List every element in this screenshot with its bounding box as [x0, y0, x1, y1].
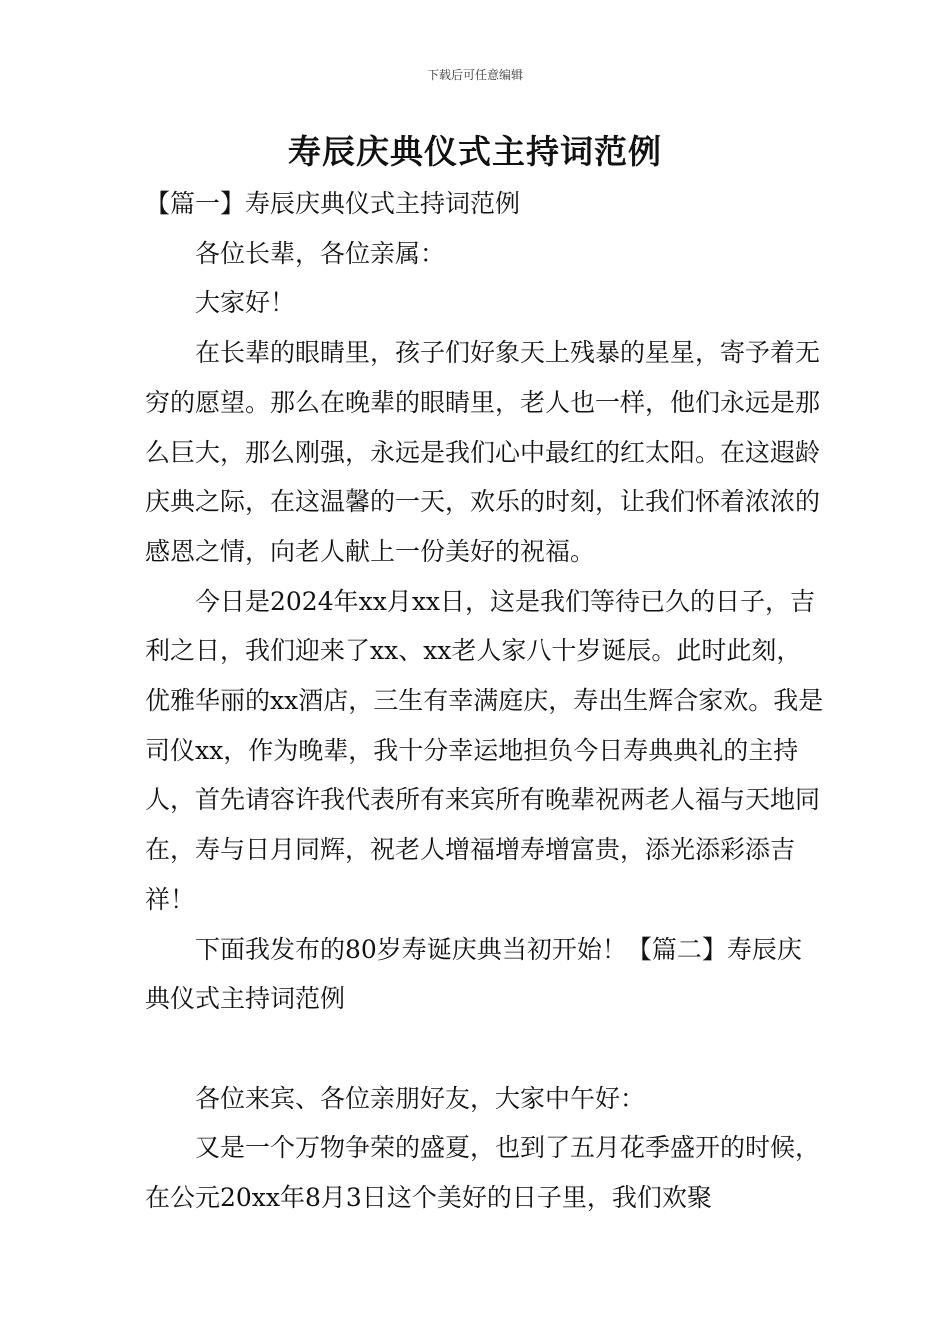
section-heading: 【篇一】寿辰庆典仪式主持词范例	[145, 189, 521, 218]
paragraph: 今日是2024年xx月xx日，这是我们等待已久的日子，吉利之日，我们迎来了xx、xx老人家八十岁诞辰。此时此刻，优雅华丽的xx酒店，三生有幸满庭庆，寿出生辉合家欢。我是司仪xx，作为晚辈，我十分幸运地担负今日寿典典礼的主持人，首先请容许我代表所有来宾所有晚辈祝两老人福与天地同在，寿与日月同辉，祝老人增福增寿增富贵，添光添彩添吉祥！	[145, 586, 824, 914]
document-body	[145, 179, 825, 1223]
paragraph-salutation: 各位长辈，各位亲属：	[195, 238, 446, 268]
header-note: 下载后可任意编辑	[426, 68, 523, 82]
paragraph-greeting: 大家好！	[195, 288, 296, 318]
paragraph-salutation: 各位来宾、各位亲朋好友，大家中午好：	[195, 1083, 646, 1113]
document-title: 寿辰庆典仪式主持词范例	[288, 132, 662, 171]
blank-line	[145, 1024, 825, 1074]
paragraph: 在长辈的眼睛里，孩子们好象天上残暴的星星，寄予着无穷的愿望。那么在晚辈的眼睛里，老人也一样，他们永远是那么巨大，那么刚强，永远是我们心中最红的红太阳。在这遐龄庆典之际，在这温馨的一天，欢乐的时刻，让我们怀着浓浓的感恩之情，向老人献上一份美好的祝福。	[145, 338, 821, 566]
paragraph: 又是一个万物争荣的盛夏，也到了五月花季盛开的时候，在公元20xx年8月3日这个美好的日子里，我们欢聚	[145, 1133, 821, 1213]
paragraph: 下面我发布的80岁寿诞庆典当初开始！【篇二】寿辰庆典仪式主持词范例	[145, 934, 802, 1014]
